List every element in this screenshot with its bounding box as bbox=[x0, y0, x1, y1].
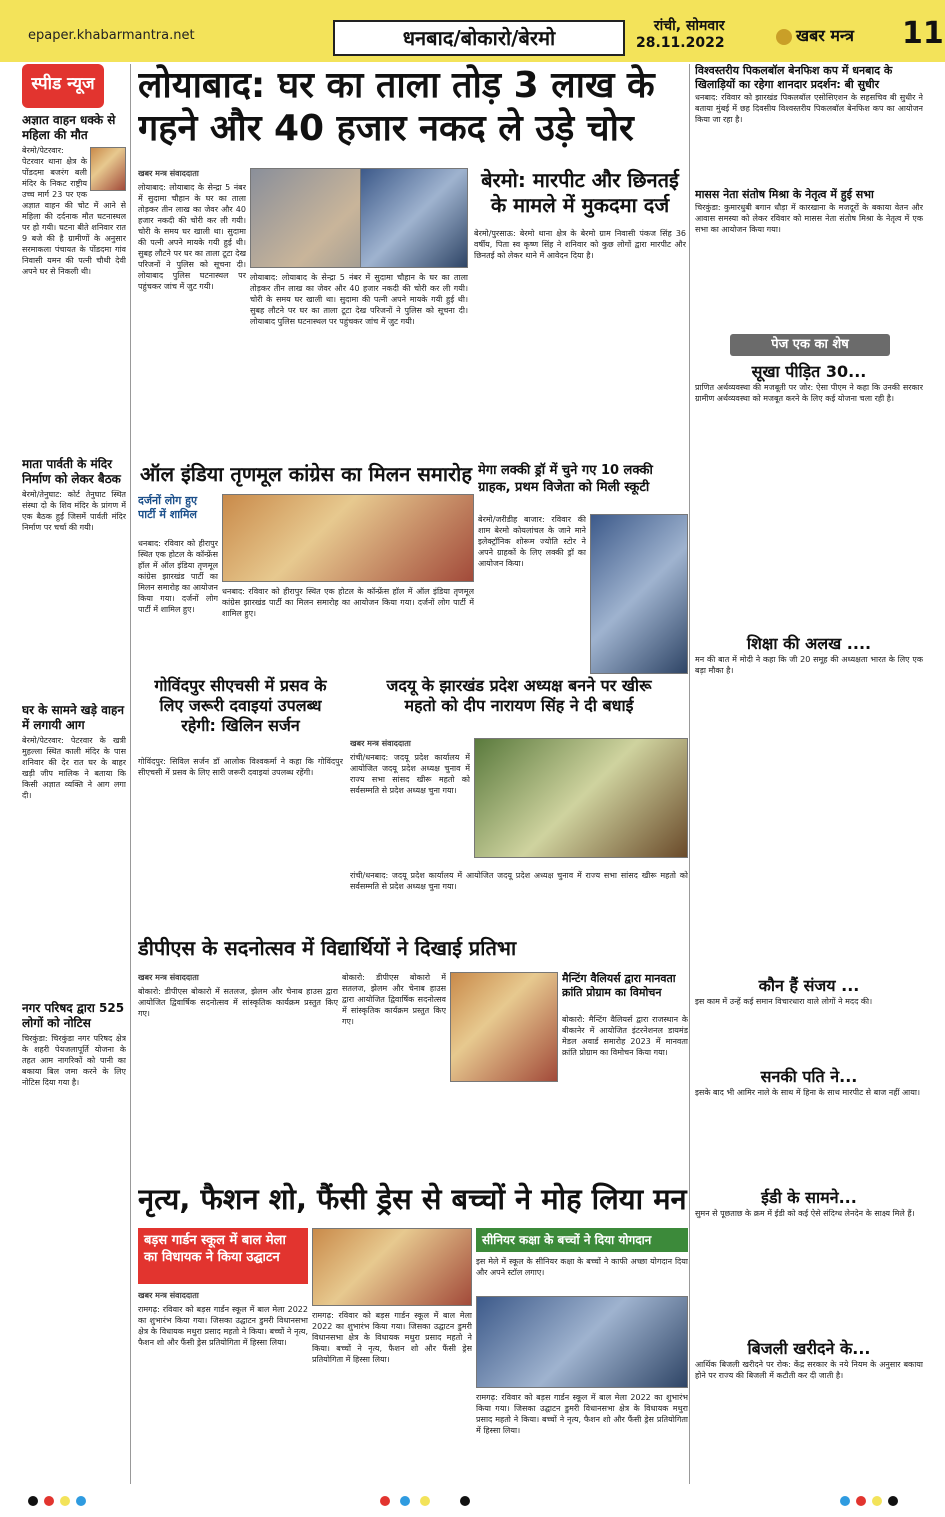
masas-title: मासस नेता संतोष मिश्रा के नेतृत्व में हुई सभा bbox=[695, 188, 874, 201]
bottom-headline-box bbox=[138, 1178, 688, 1226]
speed-news-item bbox=[22, 457, 126, 533]
dps-photo bbox=[450, 972, 558, 1082]
registration-dot bbox=[28, 1496, 38, 1506]
date-value: 28.11.2022 bbox=[636, 35, 725, 51]
jdu-body-cont: रांची/धनबाद: जदयू प्रदेश कार्यालय में आयोजित जदयू प्रदेश अध्यक्ष चुनाव में राज्य सभा सांसद खीरू महतो को सर्वसम्मति से प्रदेश अध्यक्ष चुना गया। bbox=[350, 871, 688, 891]
lucky-text bbox=[478, 514, 586, 664]
speed-news-item bbox=[22, 1001, 126, 1088]
news-body: चिरकुंडा: चिरकुंडा नगर परिषद क्षेत्र के शहरी पेयजलापूर्ति योजना के तहत आम नागरिकों को पानी का बकाया बिल जमा करने के लिए नोटिस दिया गया है। bbox=[22, 1034, 126, 1087]
lead-text-col bbox=[138, 168, 246, 458]
lead-body-cont: लोयाबाद: लोयाबाद के सेन्द्रा 5 नंबर में सुदामा चौहान के घर का ताला तोड़कर तीन लाख का जेवर और 40 हजार नकदी की चोरी कर ली गयी। चोरी के समय घर खाली था। सुदामा की पत्नी अपने मायके गयी हुई थी। सुबह लौटने पर घर का ताला टूटा देख परिजनों ने पुलिस को सूचना दी। लोयाबाद पुलिस घटनास्थल पर पहुंचकर जांच में जुट गयी। bbox=[250, 273, 468, 326]
continued-item bbox=[695, 1188, 923, 1219]
jdu-line1: जदयू के झारखंड प्रदेश अध्यक्ष बनने पर खीरू bbox=[386, 676, 652, 695]
registration-dot bbox=[460, 1496, 470, 1506]
registration-dot bbox=[60, 1496, 70, 1506]
section-title: धनबाद/बोकारो/बेरमो bbox=[333, 20, 625, 56]
news-title: घर के सामने खड़े वाहन में लगायी आग bbox=[22, 703, 125, 732]
site-url[interactable]: epaper.khabarmantra.net bbox=[28, 28, 195, 43]
lead-headline bbox=[138, 64, 683, 164]
brand-icon bbox=[776, 29, 792, 45]
jdu-headline bbox=[350, 676, 688, 734]
bottom-photo-1 bbox=[312, 1228, 472, 1306]
senior-class-text bbox=[476, 1256, 688, 1292]
continued-body: मन की बात में मोदी ने कहा कि जी 20 समूह की अध्यक्षता भारत के लिए एक बड़ा मौका है। bbox=[695, 655, 923, 675]
bottom-body: रामगढ़: रविवार को बड़स गार्डन स्कूल में बाल मेला 2022 का शुभारंभ किया गया। जिसका उद्घाटन डुमरी विधानसभा क्षेत्र के विधायक मथुरा प्रसाद महतो ने किया। बच्चों ने नृत्य, फैशन शो और फैंसी ड्रेस प्रतियोगिता में हिस्सा लिया। bbox=[138, 1305, 308, 1347]
tmc-headline-box bbox=[138, 462, 474, 490]
bermo-body: बेरमो/पुरसाऊ: बेरमो थाना क्षेत्र के बेरमो ग्राम निवासी पंकज सिंह 36 वर्षीय, पिता स्व कृष्ण सिंह ने शनिवार को कुछ लोगों द्वारा मारपीट और छिनतई को लेकर थाने में आवेदन दिया है। bbox=[474, 229, 686, 260]
masas-body: चिरकुंडा: कुमारधुबी बगान धौड़ा में कारखाना के मजदूरों के बकाया वेतन और आवास समस्या को लेकर रविवार को मासस नेता संतोष मिश्रा के नेतृत्व में एक सभा का आयोजन किया गया। bbox=[695, 203, 923, 234]
continued-title: ईडी के सामने... bbox=[761, 1188, 857, 1207]
dps-body: बोकारो: डीपीएस बोकारो में सतलज, झेलम और चेनाब हाउस द्वारा आयोजित द्विवार्षिक सदनोत्सव में सांस्कृतिक कार्यक्रम प्रस्तुत किए गए। bbox=[138, 987, 338, 1018]
manavta-body: बोकारो: मैन्टिंग वैलियर्स द्वारा राजस्थान के बीकानेर में आयोजित इंटरनेशनल डायमंड मेडल अवार्ड समारोह 2023 में मानवता क्रांति प्रोग्राम का विमोचन किया गया। bbox=[562, 1015, 688, 1057]
pickleball-story bbox=[695, 64, 923, 184]
lead-text-cont bbox=[250, 272, 468, 452]
jdu-byline: खबर मन्त्र संवाददाता bbox=[350, 739, 411, 748]
dps-text-cont bbox=[342, 972, 446, 1172]
registration-dot bbox=[420, 1496, 430, 1506]
bal-mela-box: बड़स गार्डन स्कूल में बाल मेला का विधायक ने किया उद्घाटन bbox=[138, 1228, 308, 1284]
lead-headline-line2: गहने और 40 हजार नकद ले उड़े चोर bbox=[138, 108, 634, 149]
continued-body: आर्थिक बिजली खरीदने पर रोक: केंद्र सरकार के नये नियम के अनुसार बकाया होने पर राज्य की बिजली में कटौती कर दी जाती है। bbox=[695, 1360, 923, 1380]
govindpur-line3: रहेगी: खिलिन सर्जन bbox=[181, 716, 300, 735]
pickleball-body: धनबाद: रविवार को झारखंड पिकलबॉल एसोसिएशन के सहसचिव बी सुधीर ने बताया मुंबई में छह दिवसीय विश्वस्तरीय पिकलबॉल बेनफिश कप का आयोजन किया जा रहा है। bbox=[695, 93, 923, 124]
jdu-photo bbox=[474, 738, 688, 858]
bottom-photo-2 bbox=[476, 1296, 688, 1388]
speed-news-item bbox=[22, 113, 126, 277]
registration-dot bbox=[76, 1496, 86, 1506]
dps-body-cont: बोकारो: डीपीएस बोकारो में सतलज, झेलम और चेनाब हाउस द्वारा आयोजित द्विवार्षिक सदनोत्सव में सांस्कृतिक कार्यक्रम प्रस्तुत किए गए। bbox=[342, 973, 446, 1026]
continued-title: शिक्षा की अलख .... bbox=[746, 634, 872, 653]
continued-title: सनकी पति ने... bbox=[760, 1067, 858, 1086]
govindpur-text bbox=[138, 756, 343, 931]
senior-class-body: इस मेले में स्कूल के सीनियर कक्षा के बच्चों ने काफी अच्छा योगदान दिया और अपने स्टॉल लगाए। bbox=[476, 1257, 688, 1277]
jdu-line2: महतो को दीप नारायण सिंह ने दी बधाई bbox=[404, 696, 634, 715]
registration-dot bbox=[380, 1496, 390, 1506]
registration-dot bbox=[840, 1496, 850, 1506]
page-number: 11 bbox=[902, 16, 944, 51]
lucky-headline bbox=[478, 462, 688, 512]
jdu-body: रांची/धनबाद: जदयू प्रदेश कार्यालय में आयोजित जदयू प्रदेश अध्यक्ष चुनाव में राज्य सभा सांसद खीरू महतो को सर्वसम्मति से प्रदेश अध्यक्ष चुना गया। bbox=[350, 753, 470, 795]
continued-title: कौन हैं संजय ... bbox=[758, 976, 860, 995]
continued-item bbox=[695, 976, 923, 1007]
dps-byline: खबर मन्त्र संवाददाता bbox=[138, 973, 199, 982]
bermo-headline-line2: के मामले में मुकदमा दर्ज bbox=[490, 193, 670, 217]
bottom-text-cont bbox=[312, 1310, 472, 1485]
continued-item bbox=[695, 1067, 923, 1098]
brand-logo bbox=[776, 24, 854, 46]
brand-name: खबर मन्त्र bbox=[796, 26, 854, 45]
tmc-subhead: दर्जनों लोग हुए पार्टी में शामिल bbox=[138, 494, 198, 521]
bermo-text bbox=[474, 228, 686, 458]
manavta-text bbox=[562, 1014, 688, 1174]
news-title: नगर परिषद द्वारा 525 लोगों को नोटिस bbox=[22, 1001, 125, 1030]
continued-body: इसके बाद भी आमिर नाले के साथ में हिना के साथ मारपीट से बाज नहीं आया। bbox=[695, 1088, 920, 1097]
speed-news-column bbox=[22, 110, 126, 1485]
manavta-line2: क्रांति प्रोग्राम का विमोचन bbox=[562, 986, 662, 999]
lead-body: लोयाबाद: लोयाबाद के सेन्द्रा 5 नंबर में सुदामा चौहान के घर का ताला तोड़कर तीन लाख का जेवर और 40 हजार नकदी की चोरी कर ली गयी। चोरी के समय घर खाली था। सुदामा की पत्नी अपने मायके गयी हुई थी। सुबह लौटने पर घर का ताला टूटा देख परिजनों ने पुलिस को सूचना दी। लोयाबाद पुलिस घटनास्थल पर पहुंचकर जांच में जुट गयी। bbox=[138, 183, 246, 291]
bottom-body-cont: रामगढ़: रविवार को बड़स गार्डन स्कूल में बाल मेला 2022 का शुभारंभ किया गया। जिसका उद्घाटन डुमरी विधानसभा क्षेत्र के विधायक मथुरा प्रसाद महतो ने किया। बच्चों ने नृत्य, फैशन शो और फैंसी ड्रेस प्रतियोगिता में हिस्सा लिया। bbox=[312, 1311, 472, 1364]
registration-dot bbox=[400, 1496, 410, 1506]
column-divider bbox=[689, 64, 690, 1484]
column-divider bbox=[130, 64, 131, 1484]
manavta-headline bbox=[562, 972, 688, 1012]
govindpur-body: गोविंदपुर: सिविल सर्जन डॉ आलोक विश्वकर्मा ने कहा कि गोविंदपुर सीएचसी में प्रसव के लिए सारी जरूरी दवाइयां उपलब्ध रहेंगी। bbox=[138, 757, 343, 777]
lucky-photo bbox=[590, 514, 688, 674]
lucky-headline-line1: मेगा लक्की ड्रॉ में चुने गए 10 लक्की bbox=[478, 463, 653, 478]
page-ek-label: पेज एक का शेष bbox=[730, 334, 890, 356]
govindpur-line1: गोविंदपुर सीएचसी में प्रसव के bbox=[154, 676, 327, 695]
bermo-headline-line1: बेरमो: मारपीट और छिनतई bbox=[481, 168, 679, 192]
tmc-text bbox=[138, 538, 218, 668]
speed-news-badge: स्पीड न्यूज bbox=[22, 64, 104, 108]
dps-text bbox=[138, 972, 338, 1172]
bottom-body-cont2: रामगढ़: रविवार को बड़स गार्डन स्कूल में बाल मेला 2022 का शुभारंभ किया गया। जिसका उद्घाटन डुमरी विधानसभा क्षेत्र के विधायक मथुरा प्रसाद महतो ने किया। बच्चों ने नृत्य, फैशन शो और फैंसी ड्रेस प्रतियोगिता में हिस्सा लिया। bbox=[476, 1393, 688, 1435]
masas-story bbox=[695, 188, 923, 308]
victim-photo bbox=[90, 147, 126, 191]
news-title: अज्ञात वाहन धक्के से महिला की मौत bbox=[22, 113, 116, 142]
tmc-subhead-box bbox=[138, 494, 218, 534]
continued-title: सूखा पीड़ित 30... bbox=[751, 362, 867, 381]
registration-dot bbox=[44, 1496, 54, 1506]
continued-item bbox=[695, 362, 923, 404]
continued-title: बिजली खरीदने के... bbox=[747, 1339, 871, 1358]
lead-photo-almirah bbox=[360, 168, 468, 268]
city-day: रांची, सोमवार bbox=[653, 18, 725, 34]
edition-date bbox=[636, 18, 725, 52]
registration-dot bbox=[856, 1496, 866, 1506]
lead-byline: खबर मन्त्र संवाददाता bbox=[138, 169, 199, 178]
print-registration-marks bbox=[0, 1490, 945, 1512]
senior-class-box: सीनियर कक्षा के बच्चों ने दिया योगदान bbox=[476, 1228, 688, 1252]
dps-headline: डीपीएस के सदनोत्सव में विद्यार्थियों ने दिखाई प्रतिभा bbox=[138, 936, 517, 960]
jdu-text bbox=[350, 738, 470, 868]
continued-body: प्राणित अर्थव्यवस्था की मजबूती पर जोर: ऐसा पीएम ने कहा कि उनकी सरकार ग्रामीण अर्थव्यवस्था को मजबूत करने के लिए कई योजना चला रही है। bbox=[695, 383, 923, 403]
registration-dot bbox=[888, 1496, 898, 1506]
lucky-headline-line2: ग्राहक, प्रथम विजेता को मिली स्कूटी bbox=[478, 480, 650, 495]
tmc-body-cont: धनबाद: रविवार को हीरापुर स्थित एक होटल के कॉन्फ्रेंस हॉल में ऑल इंडिया तृणमूल कांग्रेस झारखंड पार्टी का मिलन समारोह का आयोजन किया गया। दर्जनों लोग पार्टी में शामिल हुए। bbox=[222, 587, 474, 618]
news-title: माता पार्वती के मंदिर निर्माण को लेकर बैठक bbox=[22, 457, 121, 486]
manavta-line1: मैन्टिंग वैलियर्स द्वारा मानवता bbox=[562, 972, 676, 985]
continued-item bbox=[695, 1339, 923, 1381]
continued-item bbox=[695, 634, 923, 676]
bottom-text-cont2 bbox=[476, 1392, 688, 1485]
bottom-byline: खबर मन्त्र संवाददाता bbox=[138, 1291, 199, 1300]
govindpur-line2: लिए जरूरी दवाइयां उपलब्ध bbox=[159, 696, 322, 715]
speed-news-item bbox=[22, 703, 126, 801]
registration-dot bbox=[872, 1496, 882, 1506]
continued-body: इस काम में उन्हें कई समान विचारधारा वाले लोगों ने मदद की। bbox=[695, 997, 873, 1006]
govindpur-headline bbox=[138, 676, 343, 752]
jdu-text-cont bbox=[350, 870, 688, 932]
bottom-text bbox=[138, 1290, 308, 1485]
lead-headline-line1: लोयाबाद: घर का ताला तोड़ 3 लाख के bbox=[138, 65, 655, 106]
bermo-headline bbox=[474, 168, 686, 224]
tmc-headline: ऑल इंडिया तृणमूल कांग्रेस का मिलन समारोह bbox=[140, 462, 472, 486]
dps-headline-box bbox=[138, 936, 558, 968]
tmc-body: धनबाद: रविवार को हीरापुर स्थित एक होटल के कॉन्फ्रेंस हॉल में ऑल इंडिया तृणमूल कांग्रेस झारखंड पार्टी का मिलन समारोह का आयोजन किया गया। दर्जनों लोग पार्टी में शामिल हुए। bbox=[138, 539, 218, 614]
continued-body: सुमन से पूछताछ के क्रम में ईडी को कई ऐसे संदिग्ध लेनदेन के साक्ष्य मिले हैं। bbox=[695, 1209, 915, 1218]
bottom-headline: नृत्य, फैशन शो, फैंसी ड्रेस से बच्चों ने मोह लिया मन bbox=[138, 1182, 687, 1216]
tmc-text-cont bbox=[222, 586, 474, 670]
news-body: बेरमो/तेनुघाट: कोर्ट तेनुघाट स्थित संस्था दो के शिव मंदिर के प्रांगण में एक बैठक हुई जिसमें पार्वती मंदिर निर्माण पर चर्चा की गयी। bbox=[22, 490, 126, 532]
pickleball-title: विश्वस्तरीय पिकलबॉल बेनफिश कप में धनबाद के खिलाड़ियों का रहेगा शानदार प्रदर्शन: बी सुधीर bbox=[695, 64, 893, 91]
page-ek-column bbox=[695, 362, 923, 1482]
news-body: बेरमो/पेटरवार: पेटरवार थाना क्षेत्र के पोंडदमा बजरंग बली मंदिर के निकट राष्ट्रीय उच्च मार्ग 23 पर एक अज्ञात वाहन की चोट में आने से महिला की दर्दनाक मौत घटनास्थल पर हो गयी। घटना बीते शनिवार रात 9 बजे की है ग्रामीणों के अनुसार सरमाकला पंचायत के पोंडदमा गांव निवासी यमन की पत्नी चौथी देवी अपने घर से निकली थी। bbox=[22, 146, 126, 276]
news-body: बेरमो/पेटरवार: पेटरवार के खत्री मुहल्ला स्थित काली मंदिर के पास शनिवार की देर रात घर के बाहर खड़ी जीप मालिक ने बताया कि किसी अज्ञात व्यक्ति ने आग लगा दी। bbox=[22, 736, 126, 800]
lucky-body: बेरमो/जरीडीह बाजार: रविवार की शाम बेरमो कोयलांचल के जाने माने इलेक्ट्रॉनिक शोरूम ज्योति स्टोर ने अपने ग्राहकों के लिए लक्की ड्रॉ का आयोजन किया। bbox=[478, 515, 586, 568]
tmc-photo bbox=[222, 494, 474, 582]
